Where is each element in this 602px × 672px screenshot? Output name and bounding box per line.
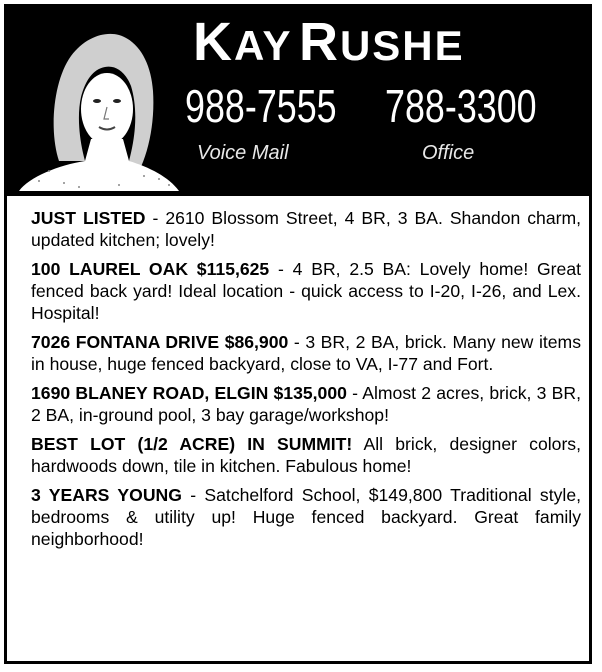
listing-text: - 4 BR, 2.5 BA: Lovely home! Great fenced back yard! Ideal location - quick access to I-20, I-26, and Lex. Hospital! <box>31 259 581 323</box>
label-voice: Voice Mail <box>197 142 289 164</box>
listing-text: - 3 BR, 2 BA, brick. Many new items in house, huge fenced backyard, close to VA, I-77 and Fort. <box>31 332 581 374</box>
agent-name <box>193 12 573 72</box>
name-last-rest: USHE <box>339 22 465 69</box>
listing-text: - Almost 2 acres, brick, 3 BR, 2 BA, in-ground pool, 3 bay garage/workshop! <box>31 383 581 425</box>
listing-headline: 1690 BLANEY ROAD, ELGIN $135,000 <box>31 383 347 403</box>
listing <box>31 382 581 426</box>
name-last-initial: R <box>298 12 340 72</box>
listing-text: - Satchelford School, $149,800 Traditional style, bedrooms & utility up! Huge fenced backyard. Great family neighborhood! <box>31 485 581 549</box>
listing-text: - 2610 Blossom Street, 4 BR, 3 BA. Shandon charm, updated kitchen; lovely! <box>31 208 582 250</box>
name-first-rest: AY <box>234 22 293 69</box>
listing <box>31 484 581 550</box>
real-estate-ad <box>4 4 592 664</box>
listing <box>31 207 581 251</box>
listing-headline: 100 LAUREL OAK $115,625 <box>31 259 270 279</box>
listing <box>31 433 581 477</box>
listings <box>31 207 581 557</box>
name-first-initial: K <box>193 12 234 72</box>
agent-header <box>7 7 589 196</box>
listing <box>31 258 581 324</box>
phone-voice: 988-7555 <box>185 80 337 132</box>
phone-office: 788-3300 <box>385 80 537 132</box>
label-office: Office <box>422 142 475 164</box>
listing-headline: 3 YEARS YOUNG <box>31 485 182 505</box>
listing-headline: 7026 FONTANA DRIVE $86,900 <box>31 332 289 352</box>
listing-headline: JUST LISTED <box>31 208 146 228</box>
agent-photo <box>19 11 184 191</box>
listing-text: All brick, designer colors, hardwoods down, tile in kitchen. Fabulous home! <box>31 434 581 476</box>
listing-headline: BEST LOT (1/2 ACRE) IN SUMMIT! <box>31 434 353 454</box>
listing <box>31 331 581 375</box>
